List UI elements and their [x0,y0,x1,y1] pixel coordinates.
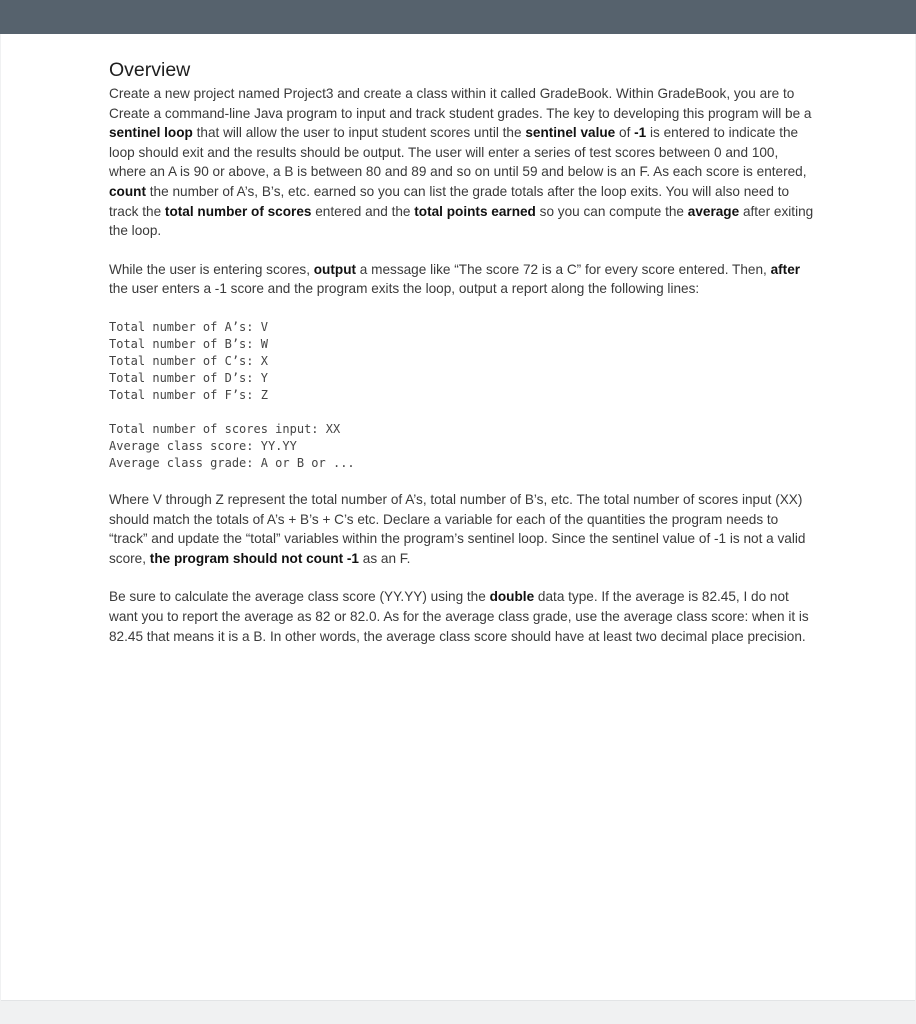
body-text: a message like “The score 72 is a C” for every score entered. Then, [356,261,771,277]
code-line: Total number of B’s: W [109,336,268,351]
code-line: Average class score: YY.YY [109,438,297,453]
emphasis-text: sentinel loop [109,125,193,141]
emphasis-text: count [109,183,146,199]
emphasis-text: output [313,261,357,277]
body-text: as an F. [358,550,411,566]
emphasis-text: the program should not count -1 [149,550,359,566]
emphasis-text: average [687,203,740,219]
code-line: Total number of scores input: XX [109,421,341,436]
body-text: Create a new project named Project3 and create a class within it called GradeBook. Within GradeBook, you are to Create a command-line Java program to input and track student grades. The key to developing this program will be a [109,86,812,121]
emphasis-text: total number of scores [164,203,312,219]
page-title: Overview [109,59,191,81]
report-example-summary [109,421,814,472]
body-text: the number of A’s, B’s, etc. earned so you can list the grade totals after the loop exits. You will also need to track the [109,183,790,219]
emphasis-text: sentinel value [525,125,616,141]
report-example-grade-counts [109,319,814,404]
document-page [1,34,915,1001]
body-text: after exiting the loop. [109,203,814,239]
emphasis-text: double [489,589,535,605]
code-line: Total number of A’s: V [109,319,268,334]
output-instructions-paragraph [109,260,814,299]
body-text: of [615,125,635,141]
code-line: Average class grade: A or B or ... [109,455,355,470]
overview-paragraph [109,84,814,241]
variables-explanation-paragraph [109,490,814,568]
body-text: data type. If the average is 82.45, I do not want you to report the average as 82 or 82.0. As for the average class grade, use the average class score: when it is 82.45 that means it is a B. In other words, the average class score should have at least two decimal place precision. [109,589,809,644]
top-toolbar-bar [0,0,916,34]
body-text: is entered to indicate the loop should exit and the results should be output. The user will enter a series of test scores between 0 and 100, where an A is 90 or above, a B is between 80 and 89 and so on until 59 and below is an F. As each score is entered, [109,125,807,180]
emphasis-text: total points earned [414,203,536,219]
body-text: Be sure to calculate the average class score (YY.YY) using the [109,589,490,605]
document-content [109,58,814,646]
code-line: Total number of F’s: Z [109,387,268,402]
code-line: Total number of D’s: Y [109,370,268,385]
body-text: entered and the [311,203,415,219]
body-text: Where V through Z represent the total number of A’s, total number of B’s, etc. The total number of scores input (XX) should match the totals of A’s + B’s + C’s etc. Declare a variable for each of the quantities the program needs to “track” and update the “total” variables within the program’s sentinel loop. Since the sentinel value of -1 is not a valid score, [109,491,806,566]
code-line: Total number of C’s: X [109,353,268,368]
emphasis-text: -1 [634,125,647,141]
emphasis-text: after [770,261,801,277]
average-precision-paragraph [109,587,814,646]
body-text: so you can compute the [535,203,688,219]
body-text: While the user is entering scores, [109,261,314,277]
body-text: the user enters a -1 score and the program exits the loop, output a report along the following lines: [109,281,700,297]
body-text: that will allow the user to input student scores until the [192,125,526,141]
